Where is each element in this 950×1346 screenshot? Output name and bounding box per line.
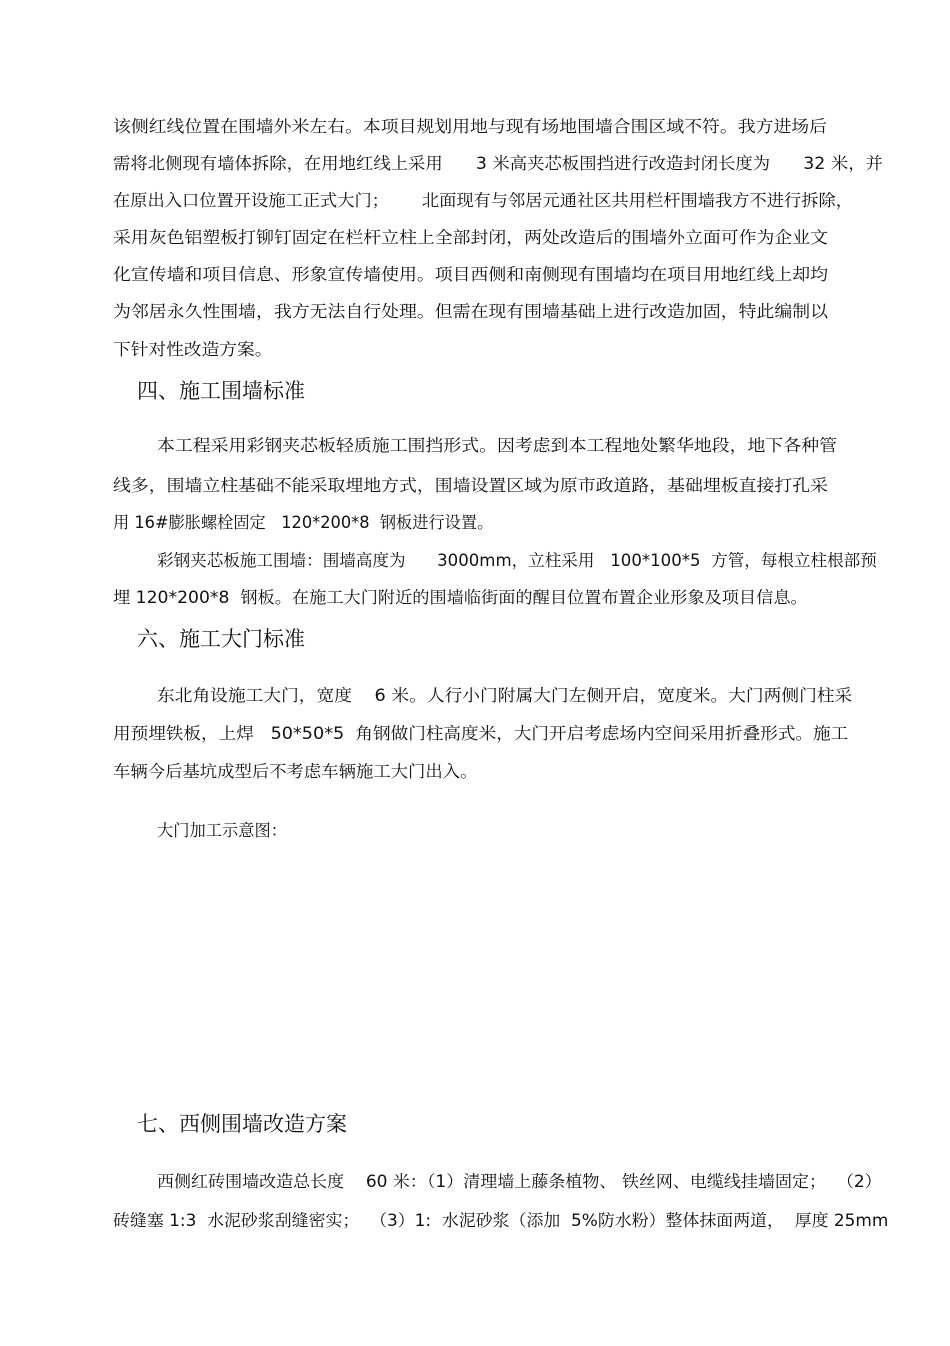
body-line-16: 西侧红砖围墙改造总长度 60 米：（1）清理墙上藤条植物、 铁丝网、电缆线挂墙固定； （2） [157,1172,882,1191]
body-line-3: 在原出入口位置开设施工正式大门； 北面现有与邻居元通社区共用栏杆围墙我方不进行拆除， [113,191,853,210]
figure-caption: 大门加工示意图： [157,821,287,840]
body-line-6: 为邻居永久性围墙，我方无法自行处理。但需在现有围墙基础上进行改造加固，特此编制以 [113,302,828,321]
body-line-17: 砖缝塞 1:3 水泥砂浆刮缝密实； （3）1: 水泥砂浆（添加 5%防水粉）整体抹面两道， 厚度 25mm [113,1211,889,1230]
body-line-11: 彩钢夹芯板施工围墙：围墙高度为 3000mm，立柱采用 100*100*5 方管，每根立柱根部预 [157,551,877,570]
body-line-14: 用预埋铁板，上焊 50*50*5 角钢做门柱高度米，大门开启考虑场内空间采用折叠形式。施工 [113,724,849,743]
body-line-7: 下针对性改造方案。 [113,340,273,359]
body-line-1: 该侧红线位置在围墙外米左右。本项目规划用地与现有场地围墙合围区域不符。我方进场后 [113,117,827,136]
body-line-15: 车辆今后基坑成型后不考虑车辆施工大门出入。 [113,762,478,781]
body-line-2: 需将北侧现有墙体拆除，在用地红线上采用 3 米高夹芯板围挡进行改造封闭长度为 32 米，并 [113,154,883,173]
section-heading-6: 六、施工大门标准 [137,627,305,651]
body-line-13: 东北角设施工大门，宽度 6 米。人行小门附属大门左侧开启，宽度米。大门两侧门柱采 [157,686,853,705]
body-line-10: 用 16#膨胀螺栓固定 120*200*8 钢板进行设置。 [113,513,494,532]
section-heading-7: 七、西侧围墙改造方案 [137,1112,347,1136]
body-line-4: 采用灰色铝塑板打铆钉固定在栏杆立柱上全部封闭，两处改造后的围墙外立面可作为企业文 [113,228,828,247]
section-heading-4: 四、施工围墙标准 [137,379,305,403]
body-line-8: 本工程采用彩钢夹芯板轻质施工围挡形式。因考虑到本工程地处繁华地段，地下各种管 [157,436,837,455]
body-line-9: 线多，围墙立柱基础不能采取埋地方式，围墙设置区域为原市政道路，基础埋板直接打孔采 [113,476,828,495]
body-line-5: 化宣传墙和项目信息、形象宣传墙使用。项目西侧和南侧现有围墙均在项目用地红线上却均 [113,265,828,284]
body-line-12: 埋 120*200*8 钢板。在施工大门附近的围墙临街面的醒目位置布置企业形象及项目信息。 [113,588,808,607]
